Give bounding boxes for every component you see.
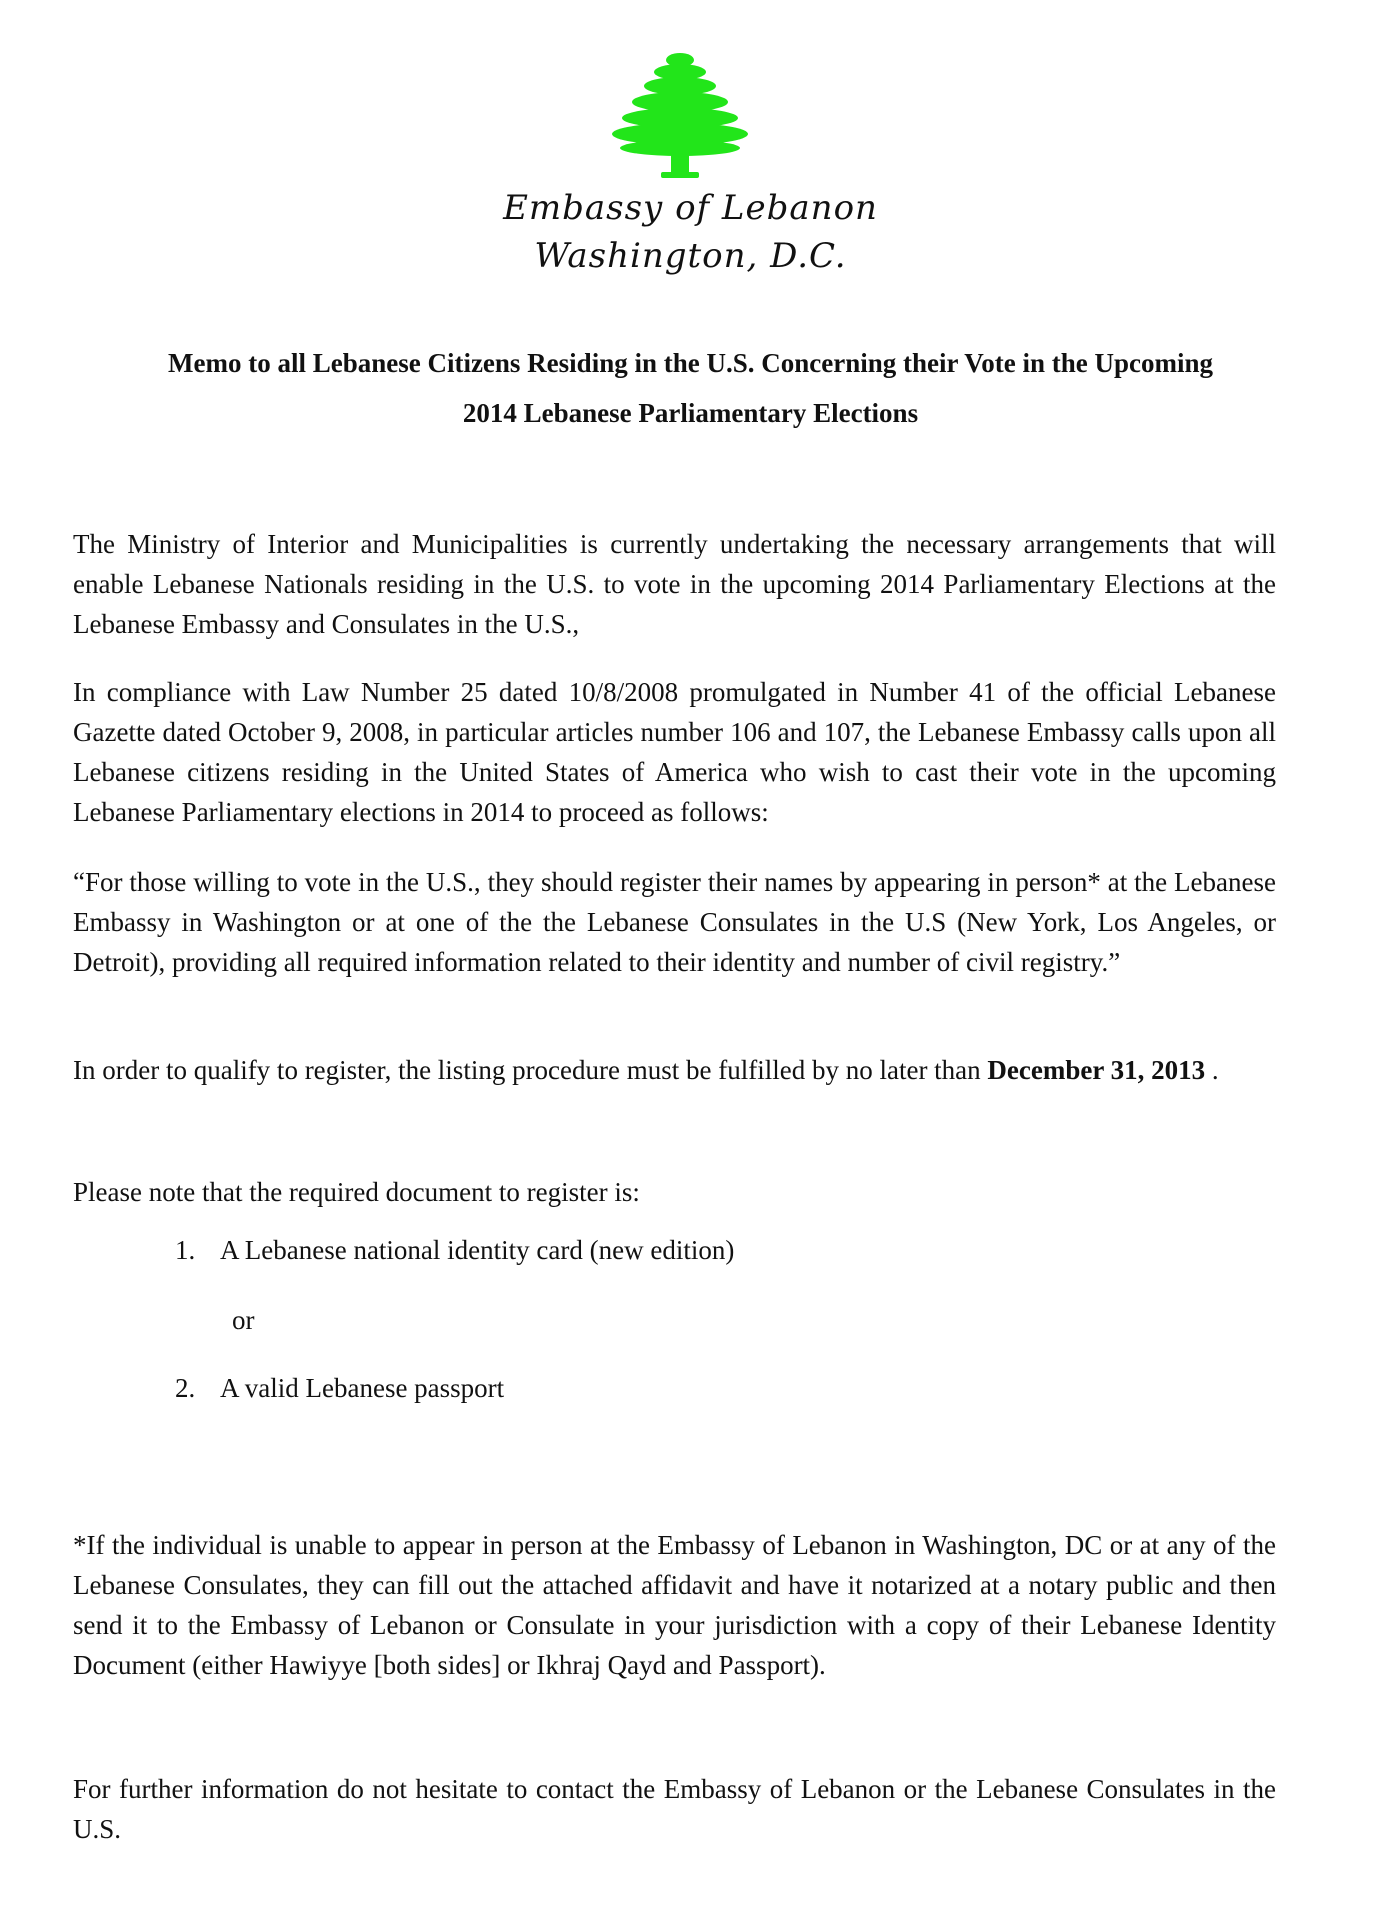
deadline-date: December 31, 2013 xyxy=(987,1055,1206,1085)
paragraph-deadline xyxy=(73,1050,1276,1090)
paragraph-contact-info: For further information do not hesitate to contact the Embassy of Lebanon or the Lebanese Consulates in the U.S. xyxy=(73,1774,1276,1844)
list-item-identity-card xyxy=(175,1230,734,1270)
paragraph-affidavit-note: *If the individual is unable to appear in person at the Embassy of Lebanon in Washington, DC or at any of the Lebanese Consulates, they can fill out the attached affidavit and have it notarized at a notary public and then send it to the Embassy of Lebanon or Consulate in your jurisdiction with a copy of their Lebanese Identity Document (either Hawiyye [both sides] or Ikhraj Qayd and Passport). xyxy=(73,1530,1276,1680)
list-number: 1. xyxy=(175,1235,196,1265)
cedar-tree-icon xyxy=(605,50,755,180)
embassy-location-line2: Washington, D.C. xyxy=(534,236,847,276)
list-item-passport xyxy=(175,1368,504,1408)
deadline-text: In order to qualify to register, the listing procedure must be fulfilled by no later than xyxy=(73,1055,988,1085)
memo-title-line1: Memo to all Lebanese Citizens Residing in the U.S. Concerning their Vote in the Upcoming xyxy=(168,348,1213,378)
deadline-end: . xyxy=(1205,1055,1219,1085)
paragraph-law-compliance: In compliance with Law Number 25 dated 10/8/2008 promulgated in Number 41 of the official Lebanese Gazette dated October 9, 2008, in particular articles number 106 and 107, the Lebanese Embassy calls upon all Lebanese citizens residing in the United States of America who wish to cast their vote in the upcoming Lebanese Parliamentary elections in 2014 to proceed as follows: xyxy=(73,677,1276,827)
memo-title-line2: 2014 Lebanese Parliamentary Elections xyxy=(462,398,919,428)
list-or: or xyxy=(232,1305,255,1335)
list-text: A valid Lebanese passport xyxy=(220,1373,505,1403)
list-number: 2. xyxy=(175,1373,196,1403)
paragraph-ministry-arrangements: The Ministry of Interior and Municipalities is currently undertaking the necessary arrangements that will enable Lebanese Nationals residing in the U.S. to vote in the upcoming 2014 Parliamentary Elections at the Lebanese Embassy and Consulates in the U.S., xyxy=(73,529,1276,639)
paragraph-required-document: Please note that the required document to register is: xyxy=(73,1177,640,1207)
paragraph-registration-quote: “For those willing to vote in the U.S., they should register their names by appearing in person* at the Lebanese Embassy in Washington or at one of the the Lebanese Consulates in the U.S (New York, Los Angeles, or Detroit), providing all required information related to their identity and number of civil registry.” xyxy=(73,867,1276,977)
memo-title xyxy=(60,338,1321,438)
list-text: A Lebanese national identity card (new edition) xyxy=(220,1235,735,1265)
embassy-name-line1: Embassy of Lebanon xyxy=(503,188,878,228)
